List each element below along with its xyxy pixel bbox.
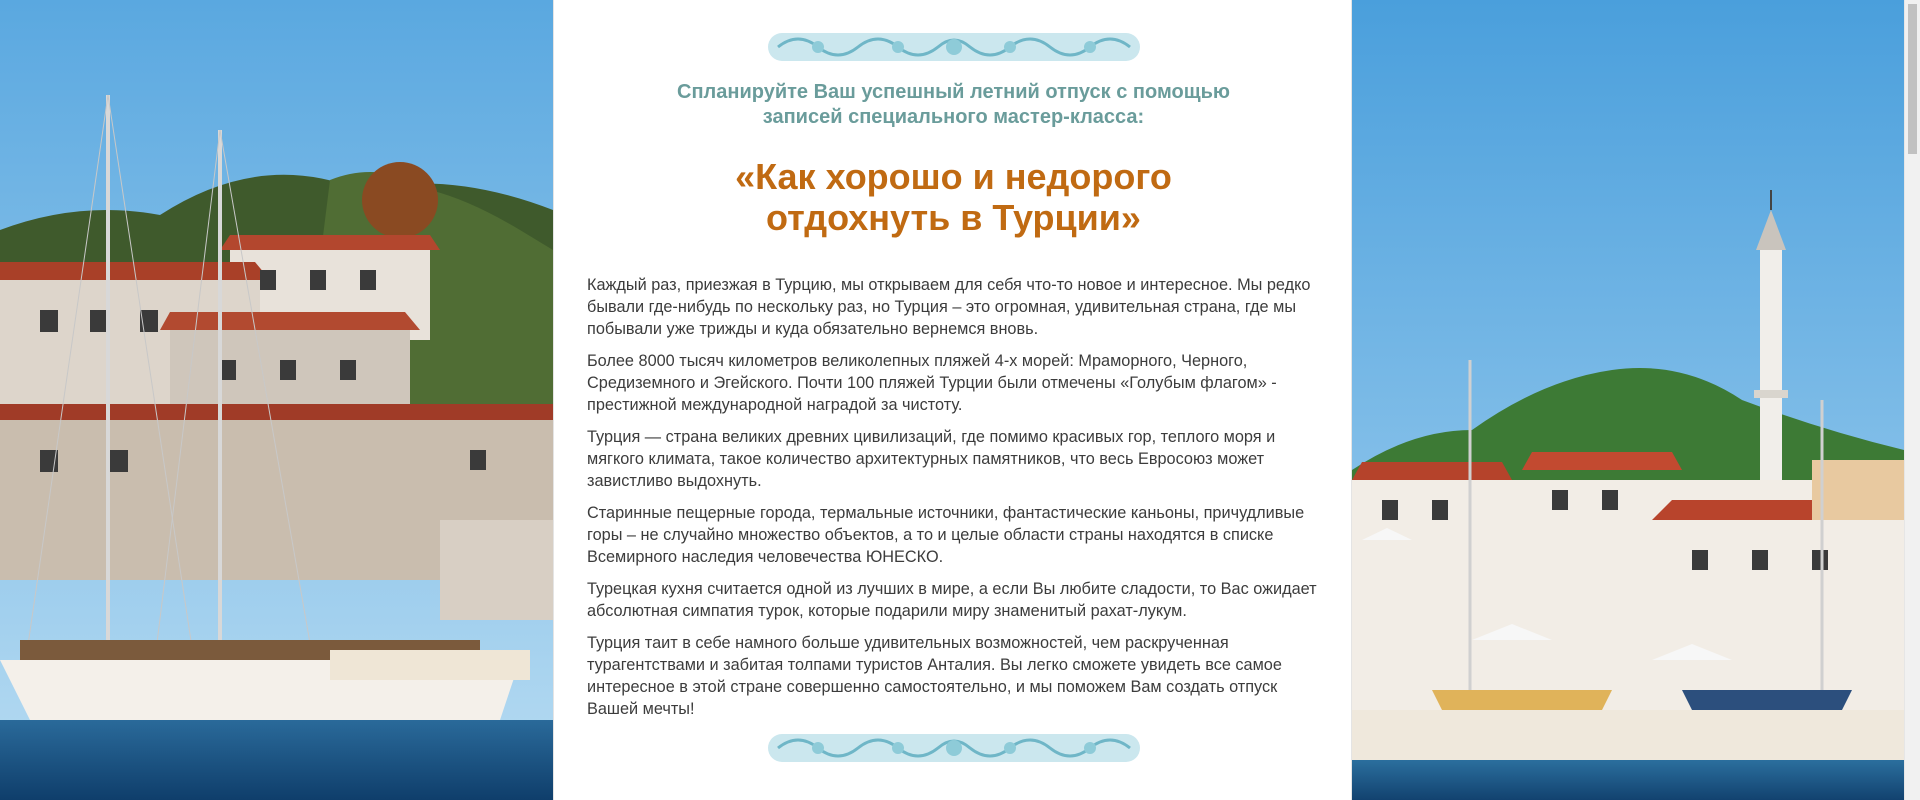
page-title — [554, 156, 1352, 238]
subtitle-line-2: записей специального мастер-класса: — [762, 106, 1145, 128]
paragraph: Старинные пещерные города, термальные источники, фантастические каньоны, причудливые горы – не случайно множество объектов, а то и целые области страны находятся в списке Всемирного наследия человечества ЮНЕСКО. — [587, 504, 1305, 566]
ornament-bottom-icon — [768, 728, 1140, 768]
subtitle-line-1: Спланируйте Ваш успешный летний отпуск с помощью — [677, 81, 1230, 103]
title-line-2: отдохнуть в Турции» — [766, 197, 1141, 238]
page-scrollbar[interactable] — [1904, 0, 1920, 800]
paragraph: Более 8000 тысяч километров великолепных пляжей 4-х морей: Мраморного, Черного, Средиземного и Эгейского. Почти 100 пляжей Турции были отмечены «Голубым флагом» - престижной международной наградой за чистоту. — [587, 352, 1277, 414]
ornament-top-icon — [768, 27, 1140, 67]
paragraph: Турецкая кухня считается одной из лучших в мире, а если Вы любите сладости, то Вас ожидает абсолютная симпатия турок, которые подарили миру знаменитый рахат-лукум. — [587, 580, 1317, 620]
subtitle — [554, 80, 1352, 130]
paragraph: Каждый раз, приезжая в Турцию, мы открываем для себя что-то новое и интересное. Мы редко бывали где-нибудь по нескольку раз, но Турция – это огромная, удивительная страна, где мы побывали уже трижды и куда обязательно вернемся вновь. — [587, 276, 1311, 338]
article-body — [587, 274, 1322, 730]
paragraph: Турция — страна великих древних цивилизаций, где помимо красивых гор, теплого моря и мягкого климата, такое количество архитектурных памятников, что весь Евросоюз может завистливо выдохнуть. — [587, 428, 1276, 490]
content-panel — [553, 0, 1352, 800]
scrollbar-thumb[interactable] — [1908, 4, 1917, 154]
harbor-photo-left — [0, 0, 553, 800]
paragraph: Турция таит в себе намного больше удивительных возможностей, чем раскрученная турагентствами и забитая толпами туристов Анталия. Вы легко сможете увидеть все самое интересное в этой стране совершенно самостоятельно, и мы поможем Вам создать отпуск Вашей мечты! — [587, 634, 1282, 718]
harbor-photo-right — [1352, 0, 1904, 800]
title-line-1: «Как хорошо и недорого — [735, 156, 1172, 197]
